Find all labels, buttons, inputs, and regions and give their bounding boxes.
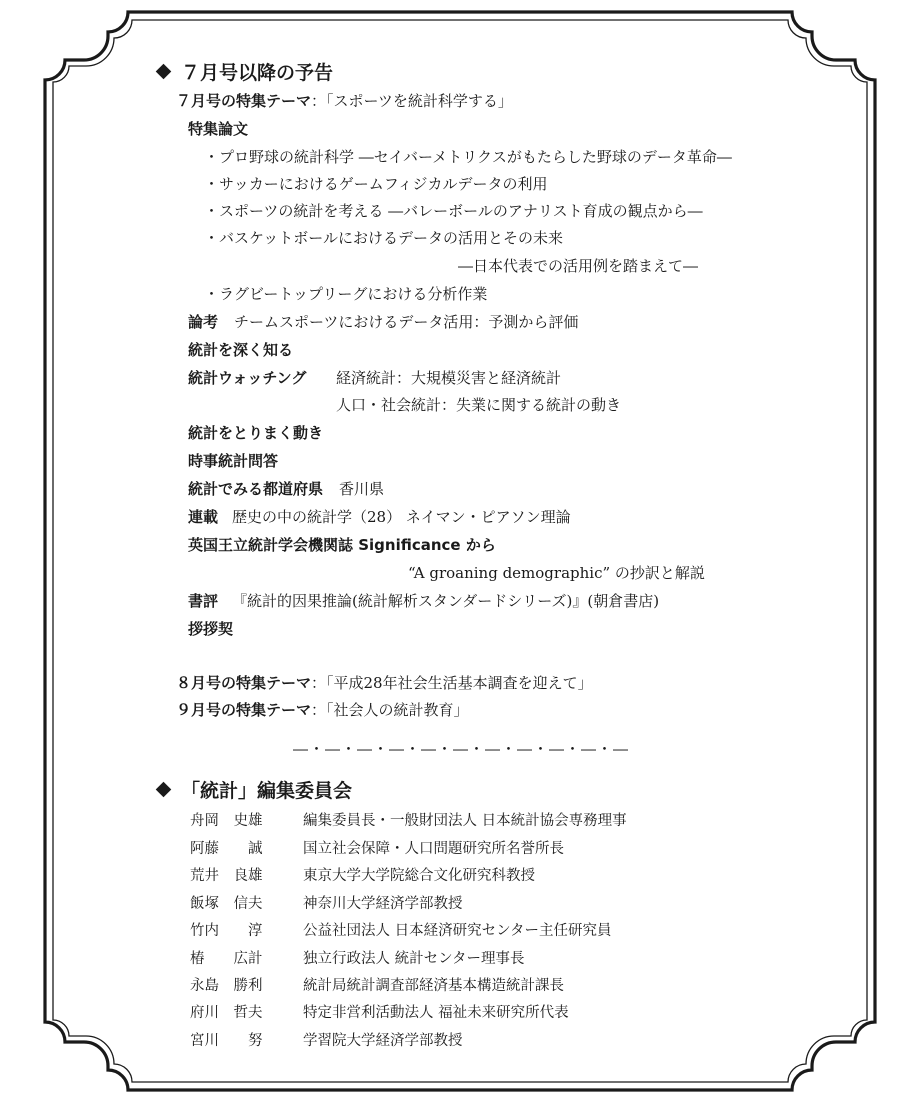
significance-text: “A groaning demographic” の抄訳と解説 xyxy=(408,564,705,582)
committee-heading: 「統計」編集委員会 xyxy=(158,782,352,801)
member-row xyxy=(0,814,920,834)
watching-line xyxy=(188,371,306,386)
diamond-bullet-icon xyxy=(156,782,172,798)
member-row xyxy=(0,869,920,889)
torimaku-label: 統計をとりまく動き xyxy=(188,424,324,442)
feature-item-baseball: ・プロ野球の統計科学 ―セイバーメトリクスがもたらした野球のデータ革命― xyxy=(204,148,732,166)
july-theme-line xyxy=(176,94,513,109)
feature-item-basketball-subtitle: ―日本代表での活用例を踏まえて― xyxy=(458,257,699,275)
significance-label: 英国王立統計学会機関誌 Significance から xyxy=(188,536,496,554)
member-name: 荒井 良雄 xyxy=(190,868,263,884)
september-theme-text: ：「社会人の統計教育」 xyxy=(311,701,469,719)
feature-articles-label: 特集論文 xyxy=(188,120,249,138)
member-title: 特定非営利活動法人 福祉未来研究所代表 xyxy=(303,1005,569,1021)
member-row xyxy=(0,924,920,944)
july-theme-label: ７月号の特集テーマ xyxy=(176,92,312,110)
feature-item-rugby: ・ラグビートップリーグにおける分析作業 xyxy=(204,285,488,303)
diamond-bullet-icon xyxy=(156,64,172,80)
august-theme-line xyxy=(176,676,593,691)
member-name: 永島 勝利 xyxy=(190,978,263,994)
member-title: 神奈川大学経済学部教授 xyxy=(303,896,463,912)
feature-item-basketball: ・バスケットボールにおけるデータの活用とその未来 xyxy=(204,229,563,247)
member-title: 公益社団法人 日本経済研究センター主任研究員 xyxy=(303,923,612,939)
august-theme-text: ：「平成28年社会生活基本調査を迎えて」 xyxy=(311,674,593,692)
member-name: 飯塚 信夫 xyxy=(190,896,263,912)
watching-economic: 経済統計：大規模災害と経済統計 xyxy=(336,369,562,387)
todofuken-line xyxy=(188,482,384,497)
july-theme-text: ：「スポーツを統計科学する」 xyxy=(311,92,513,110)
member-row xyxy=(0,1006,920,1026)
member-title: 学習院大学経済学部教授 xyxy=(303,1033,463,1049)
todofuken-label: 統計でみる都道府県 xyxy=(188,480,324,498)
feature-item-soccer: ・サッカーにおけるゲームフィジカルデータの利用 xyxy=(204,175,548,193)
member-row xyxy=(0,952,920,972)
shohyo-label: 書評 xyxy=(188,592,219,610)
member-title: 編集委員長・一般財団法人 日本統計協会専務理事 xyxy=(303,813,627,829)
member-name: 舟岡 史雄 xyxy=(190,813,263,829)
todofuken-text: 香川県 xyxy=(339,480,385,498)
member-title: 国立社会保障・人口問題研究所名誉所長 xyxy=(303,841,564,857)
member-row xyxy=(0,897,920,917)
rensai-line xyxy=(188,510,571,525)
shohyo-text: 『統計的因果推論(統計解析スタンダードシリーズ)』(朝倉書店) xyxy=(232,592,660,610)
ronko-text: チームスポーツにおけるデータ活用：予測から評価 xyxy=(234,313,579,331)
september-theme-label: ９月号の特集テーマ xyxy=(176,701,312,719)
member-row xyxy=(0,1034,920,1054)
member-name: 椿 広計 xyxy=(190,951,263,967)
jiji-label: 時事統計問答 xyxy=(188,452,279,470)
member-title: 東京大学大学院総合文化研究科教授 xyxy=(303,868,535,884)
last-item-label: 拶拶契 xyxy=(188,620,234,638)
member-name: 竹内 淳 xyxy=(190,923,263,939)
deep-knowledge-label: 統計を深く知る xyxy=(188,341,294,359)
member-title: 統計局統計調査部経済基本構造統計課長 xyxy=(303,978,564,994)
watching-label: 統計ウォッチング xyxy=(188,369,307,387)
shohyo-line xyxy=(188,594,659,609)
member-name: 府川 哲夫 xyxy=(190,1005,263,1021)
august-theme-label: ８月号の特集テーマ xyxy=(176,674,312,692)
section-divider: ―・―・―・―・―・―・―・―・―・―・― xyxy=(293,740,630,758)
ronko-label: 論考 xyxy=(188,313,219,331)
ronko-line xyxy=(188,315,578,330)
rensai-text: 歴史の中の統計学（28） ネイマン・ピアソン理論 xyxy=(232,508,571,526)
preview-heading: ７月号以降の予告 xyxy=(158,64,333,83)
feature-item-volleyball: ・スポーツの統計を考える ―バレーボールのアナリスト育成の観点から― xyxy=(204,202,703,220)
member-title: 独立行政法人 統計センター理事長 xyxy=(303,951,525,967)
watching-population: 人口・社会統計：失業に関する統計の動き xyxy=(336,396,622,414)
member-row xyxy=(0,979,920,999)
september-theme-line xyxy=(176,703,469,718)
member-name: 宮川 努 xyxy=(190,1033,263,1049)
member-name: 阿藤 誠 xyxy=(190,841,263,857)
rensai-label: 連載 xyxy=(188,508,219,526)
member-row xyxy=(0,842,920,862)
